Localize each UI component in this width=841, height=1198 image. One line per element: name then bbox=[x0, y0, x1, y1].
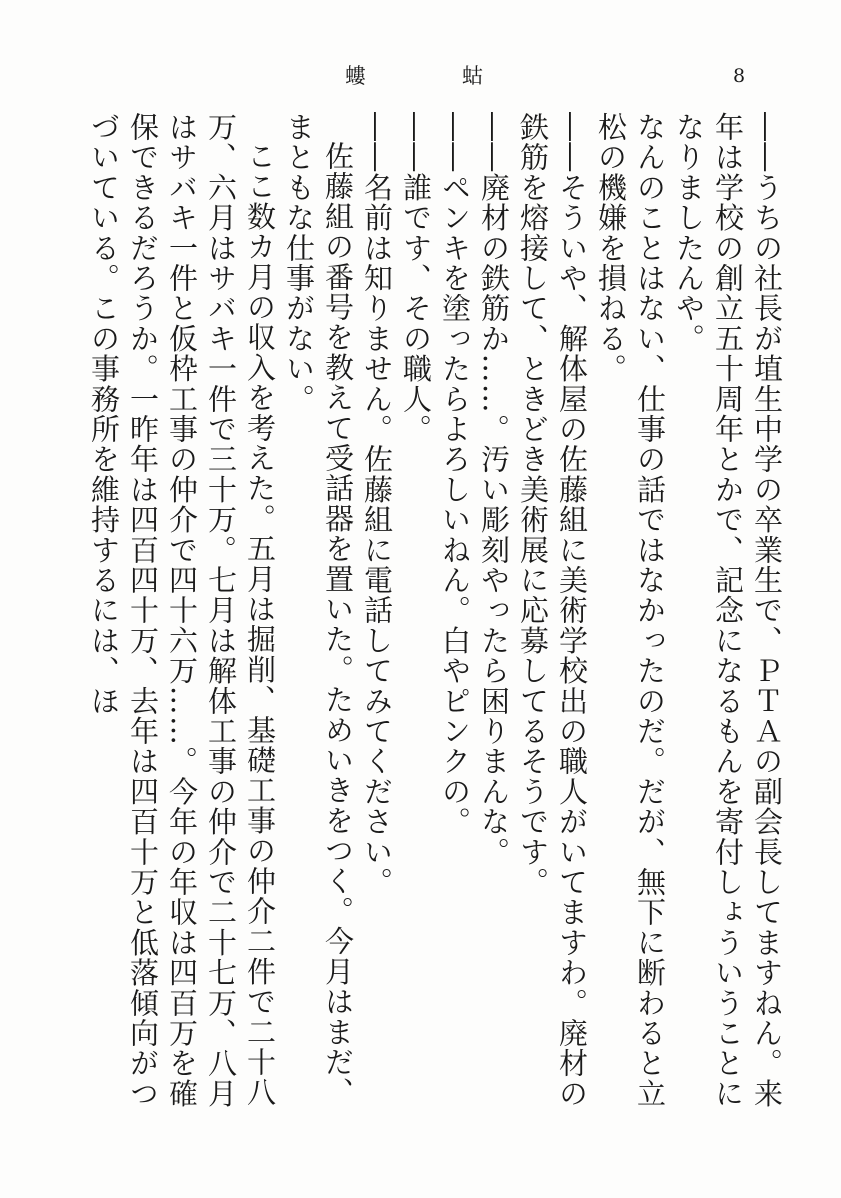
running-title-char-1: 螻 bbox=[345, 64, 366, 88]
paragraph-3: ――そういや、解体屋の佐藤組に美術学校出の職人がいてますわ。廃材の鉄筋を熔接して、ときどき美術展に応募してるそうです。 bbox=[516, 112, 589, 1109]
paragraph-7: ――名前は知りません。佐藤組に電話してみてください。 bbox=[360, 112, 394, 898]
vertical-body-text bbox=[86, 112, 786, 1122]
running-head bbox=[0, 64, 841, 104]
paragraph-4: ――廃材の鉄筋か……。汚い彫刻やったら困りまんな。 bbox=[477, 112, 511, 867]
page-number: 8 bbox=[733, 65, 746, 87]
running-title-char-2: 蛄 bbox=[462, 64, 483, 88]
paragraph-8: 佐藤組の番号を教えて受話器を置いた。ためいきをつく。今月はまだ、まともな仕事がない。 bbox=[282, 112, 355, 1108]
paragraph-2: なんのことはない、仕事の話ではなかったのだ。だが、無下に断わると立松の機嫌を損ねる。 bbox=[594, 112, 667, 1109]
paragraph-6: ――誰です、その職人。 bbox=[399, 112, 433, 445]
paragraph-5: ――ペンキを塗ったらよろしいねん。白やピンクの。 bbox=[438, 112, 472, 837]
paragraph-9: ここ数カ月の収入を考えた。五月は掘削、基礎工事の仲介二件で二十八万、六月はサバキ一件で三十万。七月は解体工事の仲介で二十七万、八月はサバキ一件と仮枠工事の仲介で四十六万……。今年の年収は四百万を確保できるだろうか。一昨年は四百四十万、去年は四百十万と低落傾向がつづいている。この事務所を維持するには、ほ bbox=[87, 112, 277, 1109]
paragraph-1: ――うちの社長が埴生中学の卒業生で、ＰＴＡの副会長してますねん。来年は学校の創立五十周年とかで、記念になるもんを寄付しょういうことになりましたんや。 bbox=[672, 112, 784, 1109]
